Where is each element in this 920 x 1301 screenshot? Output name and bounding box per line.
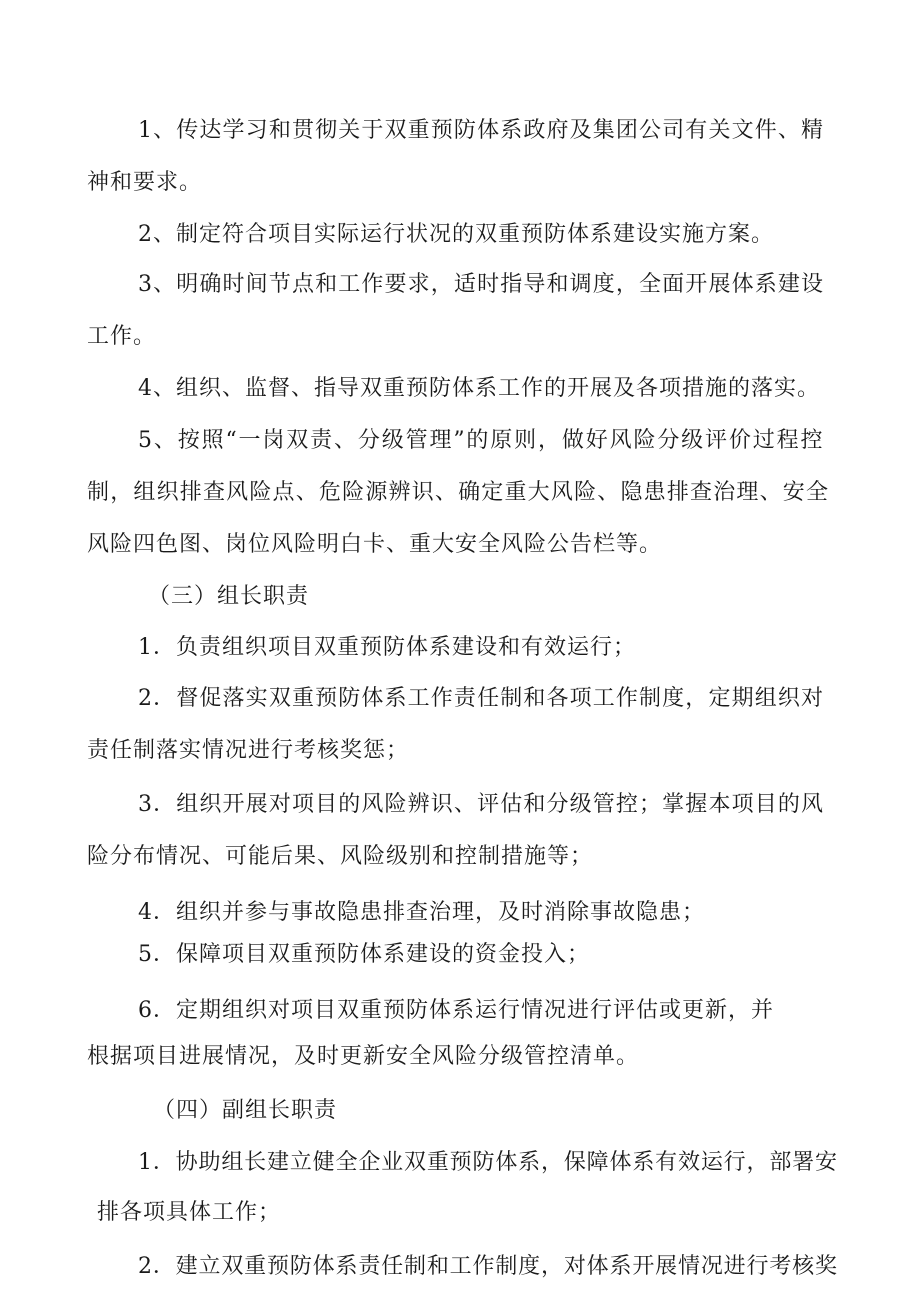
paragraph-line: 2、制定符合项目实际运行状况的双重预防体系建设实施方案。 (138, 222, 774, 247)
paragraph-line: 2．督促落实双重预防体系工作责任制和各项工作制度，定期组织对 (138, 686, 825, 711)
paragraph-line: 险分布情况、可能后果、风险级别和控制措施等； (87, 844, 594, 869)
paragraph-line: 1．协助组长建立健全企业双重预防体系，保障体系有效运行，部署安 (138, 1150, 838, 1175)
paragraph-line: 4、组织、监督、指导双重预防体系工作的开展及各项措施的落实。 (138, 376, 820, 401)
paragraph-line: 神和要求。 (87, 170, 203, 195)
paragraph-line: 2．建立双重预防体系责任制和工作制度，对体系开展情况进行考核奖 (138, 1254, 838, 1279)
paragraph-line: 制，组织排查风险点、危险源辨识、确定重大风险、隐患排查治理、安全 (87, 480, 830, 505)
paragraph-line: 1、传达学习和贯彻关于双重预防体系政府及集团公司有关文件、精 (138, 118, 825, 143)
paragraph-line: 风险四色图、岗位风险明白卡、重大安全风险公告栏等。 (87, 532, 663, 557)
paragraph-line: 排各项具体工作； (97, 1200, 282, 1225)
paragraph-line: 3．组织开展对项目的风险辨识、评估和分级管控；掌握本项目的风 (138, 792, 825, 817)
paragraph-line: 责任制落实情况进行考核奖惩； (87, 738, 410, 763)
paragraph-line: 1．负责组织项目双重预防体系建设和有效运行； (138, 635, 636, 660)
paragraph-line: 6．定期组织对项目双重预防体系运行情况进行评估或更新，并 (138, 998, 774, 1023)
paragraph-line: 3、明确时间节点和工作要求，适时指导和调度，全面开展体系建设 (138, 272, 825, 297)
paragraph-line: 4．组织并参与事故隐患排查治理，及时消除事故隐患； (138, 900, 705, 925)
paragraph-line: 5、按照“一岗双责、分级管理”的原则，做好风险分级评价过程控 (138, 428, 825, 453)
paragraph-line: 5．保障项目双重预防体系建设的资金投入； (138, 942, 590, 967)
paragraph-line: 工作。 (87, 324, 157, 349)
paragraph-line: 根据项目进展情况，及时更新安全风险分级管控清单。 (87, 1044, 640, 1069)
section-heading: （四）副组长职责 (153, 1098, 338, 1123)
section-heading: （三）组长职责 (148, 584, 310, 609)
